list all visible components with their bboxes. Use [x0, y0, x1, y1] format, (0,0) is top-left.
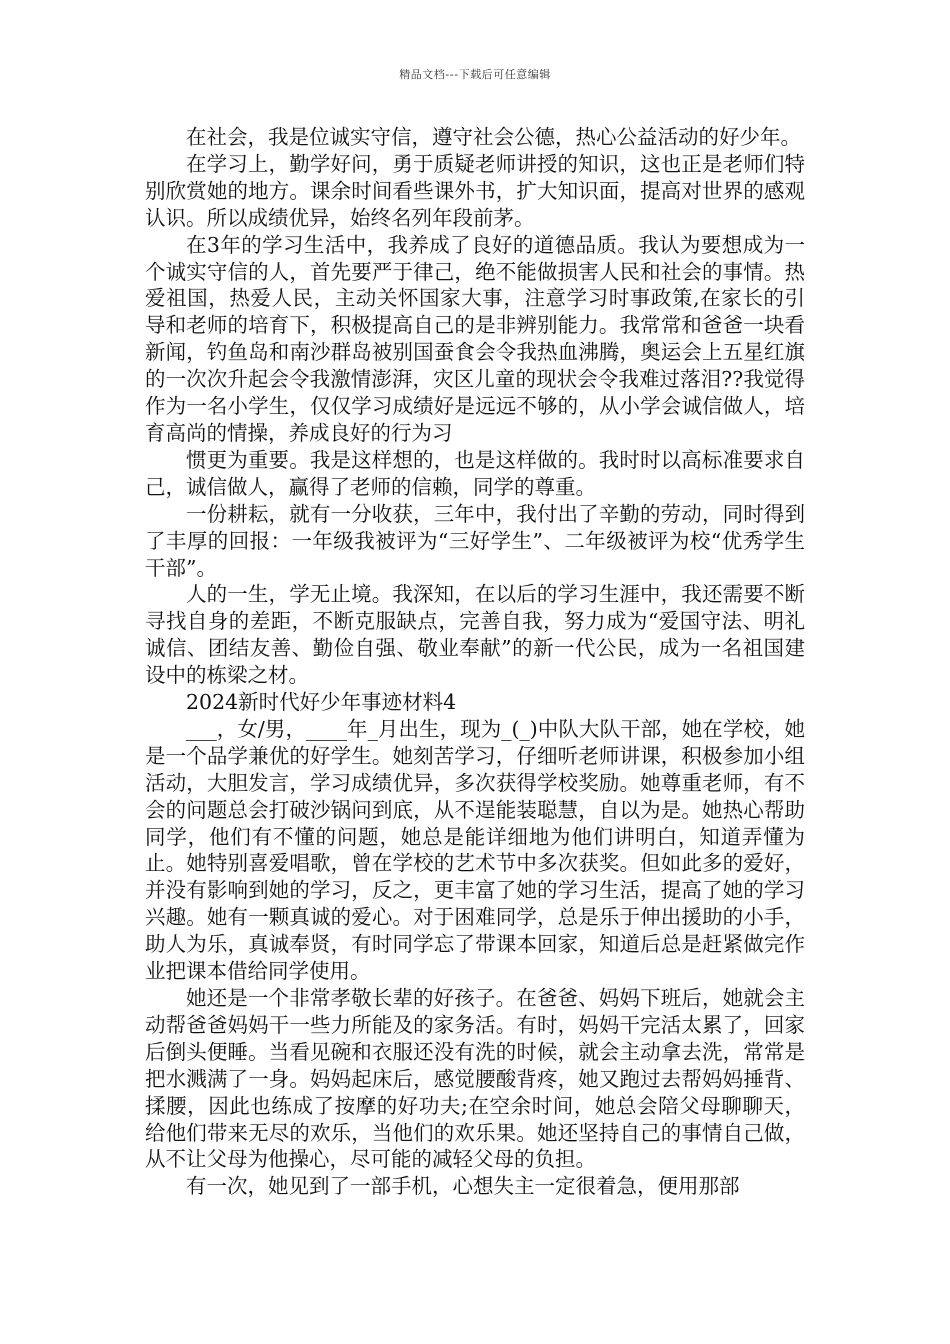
- paragraph-rewards: 一份耕耘，就有一分收获，三年中，我付出了辛勤的劳动，同时得到了丰厚的回报：一年级我被评为“三好学生”、二年级被评为校“优秀学生干部”。: [145, 501, 805, 580]
- paragraph-lifelong-learning: 人的一生，学无止境。我深知，在以后的学习生涯中，我还需要不断寻找自身的差距，不断克服缺点，完善自我，努力成为“爱国守法、明礼诚信、团结友善、勤俭自强、敬业奉献”的新一代公民，成为一名祖国建设中的栋梁之材。: [145, 582, 805, 688]
- page-header: 精品文档---下载后可任意编辑: [399, 68, 551, 81]
- document-body: [145, 124, 805, 1200]
- paragraph-filial-piety: 她还是一个非常孝敬长辈的好孩子。在爸爸、妈妈下班后，她就会主动帮爸爸妈妈干一些力所能及的家务活。有时，妈妈干完活太累了，回家后倒头便睡。当看见碗和衣服还没有洗的时候，就会主动拿去洗，常常是把水溅满了一身。妈妈起床后，感觉腰酸背疼，她又跑过去帮妈妈捶背、揉腰，因此也练成了按摩的好功夫;在空余时间，她总会陪父母聊聊天，给他们带来无尽的欢乐，当他们的欢乐果。她还坚持自己的事情自己做，从不让父母为他操心，尽可能的减轻父母的负担。: [145, 986, 805, 1172]
- paragraph-study: 在学习上，勤学好问，勇于质疑老师讲授的知识，这也正是老师们特别欣赏她的地方。课余时间看些课外书，扩大知识面，提高对世界的感观认识。所以成绩优异，始终名列年段前茅。: [145, 151, 805, 230]
- paragraph-social-conduct: 在社会，我是位诚实守信，遵守社会公德，热心公益活动的好少年。: [186, 125, 801, 149]
- paragraph-found-phone: 有一次，她见到了一部手机，心想失主一定很着急，便用那部: [186, 1174, 740, 1199]
- section-heading: 2024新时代好少年事迹材料4: [186, 690, 457, 715]
- paragraph-habits: 惯更为重要。我是这样想的，也是这样做的。我时时以高标准要求自己，诚信做人，赢得了老师的信赖，同学的尊重。: [145, 447, 805, 499]
- paragraph-student-profile: ___，女/男，____年_月出生，现为_(_)中队大队干部，她在学校，她是一个品学兼优的好学生。她刻苦学习，仔细听老师讲课，积极参加小组活动，大胆发言，学习成绩优异，多次获得学校奖励。她尊重老师，有不会的问题总会打破沙锅问到底，从不逞能装聪慧，自以为是。她热心帮助同学，他们有不懂的问题，她总是能详细地为他们讲明白，知道弄懂为止。她特别喜爱唱歌，曾在学校的艺术节中多次获奖。但如此多的爱好，并没有影响到她的学习，反之，更丰富了她的学习生活，提高了她的学习兴趣。她有一颗真诚的爱心。对于困难同学，总是乐于伸出援助的小手，助人为乐，真诚奉贤，有时同学忘了带课本回家，知道后总是赶紧做完作业把课本借给同学使用。: [145, 716, 805, 984]
- paragraph-moral-character: 在3年的学习生活中，我养成了良好的道德品质。我认为要想成为一个诚实守信的人，首先要严于律己，绝不能做损害人民和社会的事情。热爱祖国，热爱人民，主动关怀国家大事，注意学习时事政策,在家长的引导和老师的培育下，积极提高自己的是非辨别能力。我常常和爸爸一块看新闻，钓鱼岛和南沙群岛被别国蚕食会令我热血沸腾，奥运会上五星红旗的一次次升起会令我激情澎湃，灾区儿童的现状会令我难过落泪??我觉得作为一名小学生，仅仅学习成绩好是远远不够的，从小学会诚信做人，培育高尚的情操，养成良好的行为习: [145, 232, 805, 445]
